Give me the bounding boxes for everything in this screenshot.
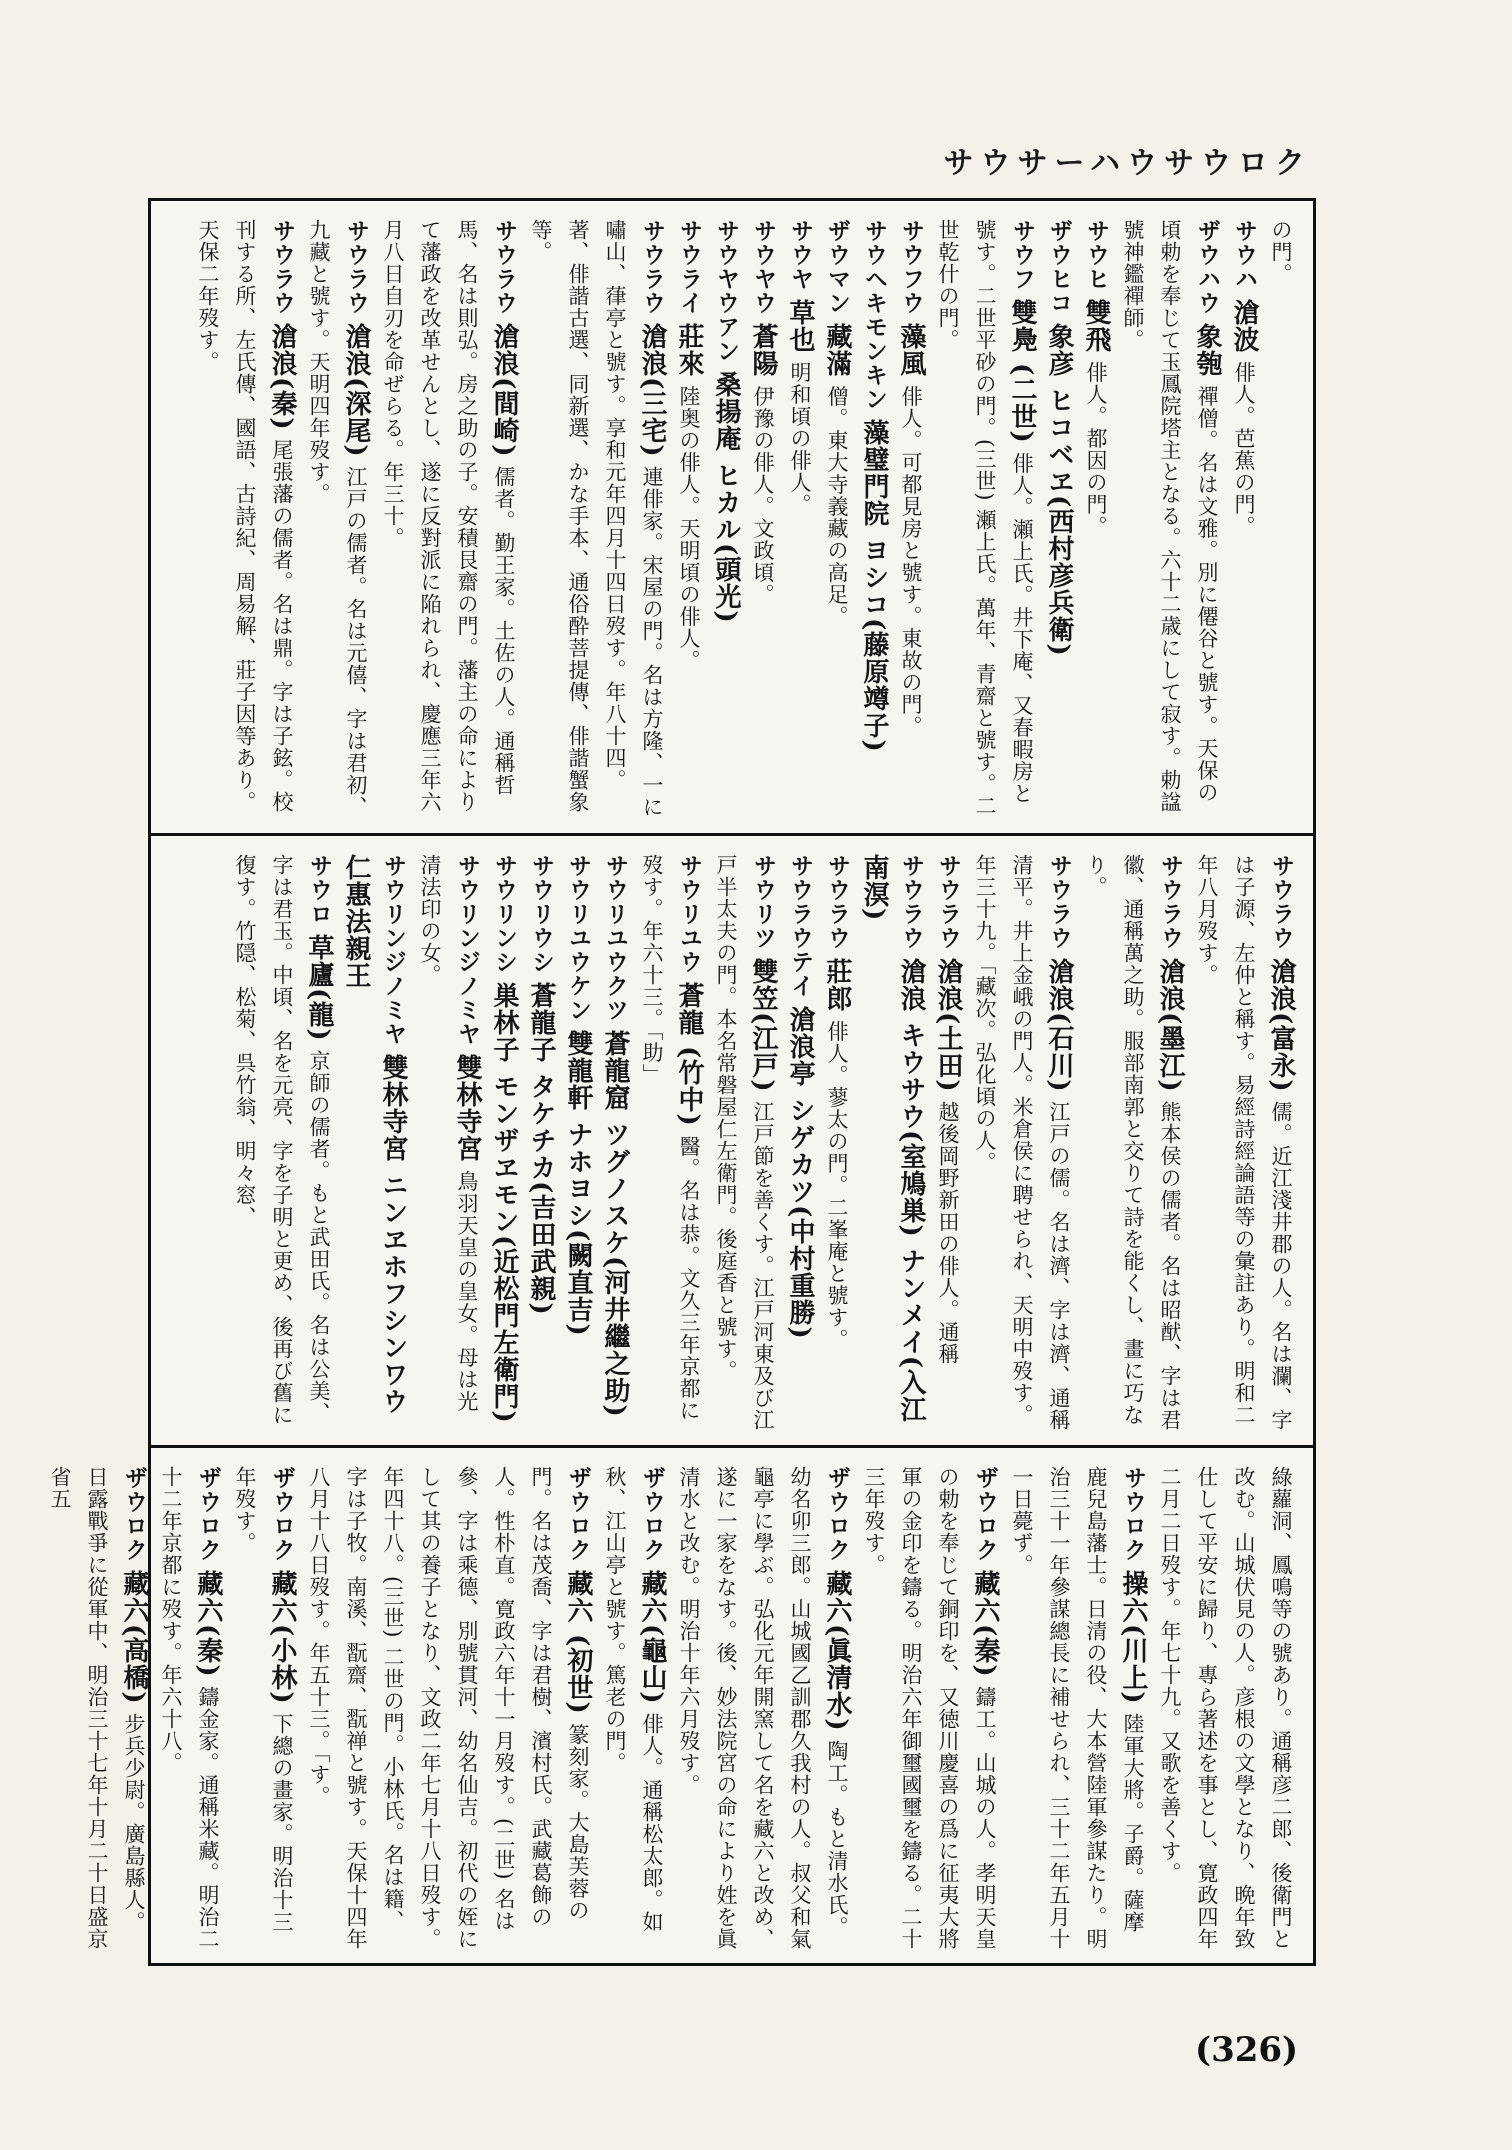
entry-desc: 陸奥の俳人。天明頃の俳人。 — [677, 385, 701, 672]
entry-desc: 江戸節を善くす。江戸河東及び江戸半太夫の門。本名常磐屋仁左衛門。後庭香と號す。 — [714, 854, 775, 1432]
entry-name: 操六(川上) — [1118, 1570, 1148, 1705]
tier-text — [48, 1466, 1299, 1951]
entry-kana: サウラウ — [1268, 854, 1294, 950]
entry-desc: 明和頃の俳人。 — [788, 361, 812, 516]
entry-desc: 俳人。蓼太の門。二峯庵と號す。 — [825, 1020, 849, 1351]
entry-desc: 下總の畫家。明治十三年歿す。 — [233, 1466, 294, 1934]
entry-desc: 熊本侯の儒者。名は昭猷、字は君徽、通稱萬之助。服部南郭と交りて詩を能くし、畫に巧なり。 — [1084, 854, 1182, 1432]
dictionary-entry — [1262, 219, 1299, 821]
entry-kana: サウラウ — [639, 219, 665, 315]
entry-name: 桑揚庵 ヒカル(頭光) — [711, 371, 741, 624]
dictionary-entry — [670, 1466, 855, 1951]
entry-name: 滄浪(墨江) — [1155, 958, 1185, 1093]
entry-kana: ザウロク — [121, 1466, 147, 1562]
entry-kana: サウラウ — [1046, 854, 1072, 950]
entry-kana: サウリンシ — [491, 854, 517, 974]
entry-kana: サウラウ — [1157, 854, 1183, 950]
dictionary-entry — [929, 219, 1040, 821]
page-number: (326) — [1195, 2030, 1299, 2070]
entry-kana: ザウロク — [639, 1466, 665, 1562]
entry-name: 滄浪(富永) — [1266, 958, 1296, 1093]
dictionary-frame — [48, 198, 1316, 1966]
entry-kana: ザウロク — [972, 1466, 998, 1562]
entry-name: 藏滿 — [822, 323, 852, 378]
entry-desc: 俳人。通稱松太郎。如秋、江山亭と號す。篤老の門。 — [603, 1466, 664, 1934]
dictionary-entry — [892, 219, 929, 821]
dictionary-entry — [1188, 854, 1299, 1433]
entry-kana: サウロク — [1120, 1466, 1146, 1562]
entry-name: 象匏 — [1192, 323, 1222, 378]
entry-kana: ザウヒコ — [1046, 219, 1072, 315]
dictionary-entry — [1151, 1466, 1299, 1951]
entry-kana: サウヘキモンキン — [861, 219, 887, 411]
entry-desc: 京師の儒者。もと武田氏。名は公美、字は君玉。中頃、名を元亮、字を子明と更め、後再び舊に復す。竹隠、松菊、呉竹翁、明々窓、 — [233, 854, 331, 1426]
entry-name: 巣林子 モンザヱモン(近松門左衛門) — [489, 982, 519, 1424]
dictionary-entry — [744, 219, 781, 821]
entry-desc: 越後岡野新田の俳人。通稱 — [936, 1101, 960, 1366]
entry-kana: サウロ — [306, 854, 332, 926]
entry-desc: 鑄工。山城の人。孝明天皇の勅を奉じて銅印を、又徳川慶喜の爲に征夷大將軍の金印を鑄る。明治六年御璽國璽を鑄る。二十三年歿す。 — [862, 1466, 997, 1951]
dictionary-entry — [559, 854, 596, 1433]
dictionary-entry — [411, 854, 485, 1433]
tier-bottom — [48, 1445, 1313, 1963]
entry-name: 滄浪(深尾) — [341, 323, 371, 458]
entry-kana: サウヒ — [1083, 219, 1109, 291]
entry-kana: ザウマン — [824, 219, 850, 315]
entry-kana: サウライ — [676, 219, 702, 315]
dictionary-entry — [707, 854, 781, 1433]
entry-kana: ザウロク — [565, 1466, 591, 1562]
entry-kana: ザウロク — [195, 1466, 221, 1562]
entry-kana: サウラウ — [491, 219, 517, 315]
dictionary-entry — [670, 219, 707, 821]
dictionary-entry — [522, 219, 670, 821]
entry-desc: 篆刻家。大島芙蓉の門。名は茂喬、字は君樹、濱村氏。武藏葛飾の人。性朴直。寛政六年十一月歿す。(二世) 名は參、字は乘德、別號貫河、幼名仙吉。初代の姪にして其の養子となり、文政二年七月十八日歿す。年四十八。(三世) 二世の門。小林氏。名は籍、字は子牧。南溪、翫齋、翫禅と號す。天保十四年八月十八日歿す。年五十三。「す。 — [307, 1466, 590, 1950]
entry-desc: 江戸の儒。名は濟、字は濟、通稱清平。井上金峨の門人。米倉侯に聘せられ、天明中歿す。年三十九。「藏次。弘化頃の人。 — [973, 854, 1071, 1432]
entry-kana: サウリツ — [750, 854, 776, 950]
entry-name: 雙鳧 (二世) — [1007, 299, 1037, 444]
entry-desc: 陸軍大將。子爵。薩摩鹿兒島藩士。日清の役、大本營陸軍參謀たり。明治三十一年參謀總長に補せられ、三十二年五月十一日薨ず。 — [1010, 1466, 1145, 1950]
dictionary-entry — [818, 854, 855, 1433]
entry-kana: サウラウ — [898, 854, 924, 950]
dictionary-entry — [152, 1466, 226, 1951]
entry-desc: 江戸の儒者。名は元僖、字は君初、九藏と號す。天明四年歿す。 — [307, 219, 368, 819]
dictionary-entry — [596, 854, 633, 1433]
dictionary-entry — [374, 219, 522, 821]
dictionary-entry — [522, 854, 559, 1433]
entry-kana: サウラウ — [824, 854, 850, 950]
entry-kana: サウリンジノミヤ — [454, 854, 480, 1046]
entry-name: 蒼龍 (竹中) — [674, 982, 704, 1127]
dictionary-entry — [1225, 219, 1262, 821]
entry-desc: 儒者。勤王家。土佐の人。通稱哲馬、名は則弘。房之助の子。安積艮齋の門。藩主の命によりて藩政を改革せんとし、遂に反對派に陥れられ、慶應三年六月八日自刃を命ぜらる。年三十。 — [381, 219, 516, 813]
tier-text — [165, 854, 1299, 1433]
entry-desc: 僧。東大寺義藏の高足。 — [825, 385, 849, 628]
entry-name: 雙林寺宮 ニンヱホフシンワウ 仁惠法親王 — [341, 854, 408, 1416]
entry-kana: サウラウ — [269, 219, 295, 315]
entry-name: 滄浪(土田) — [933, 958, 963, 1093]
entry-desc: 儒。近江淺井郡の人。名は瀾、字は子源、左仲と稱す。易經詩經論語等の彙註あり。明和二年八月歿す。 — [1195, 854, 1293, 1432]
dictionary-entry — [633, 854, 707, 1433]
entry-kana: サウヤウアン — [713, 219, 739, 363]
entry-name: 藏六(小林) — [267, 1570, 297, 1705]
dictionary-entry — [855, 219, 892, 821]
entry-name: 草也 — [785, 299, 815, 354]
entry-kana: ザウロク — [269, 1466, 295, 1562]
dictionary-entry — [226, 1466, 300, 1951]
dictionary-entry — [855, 1466, 1003, 1951]
entry-kana: サウラウ — [935, 854, 961, 950]
entry-desc: 伊豫の俳人。文政頃。 — [751, 385, 775, 606]
entry-kana: サウリンジノミヤ — [380, 854, 406, 1046]
entry-name: 雙龍軒 ナホヨシ(闕直吉) — [563, 1030, 593, 1337]
dictionary-entry — [300, 1466, 596, 1951]
entry-name: 滄浪(間崎) — [489, 323, 519, 458]
tier-text — [165, 219, 1299, 821]
tier-middle — [151, 833, 1313, 1445]
dictionary-entry — [707, 219, 744, 821]
entry-desc: 俳人。可都見房と號す。東故の門。 — [899, 385, 923, 738]
entry-name: 藏六(龜山) — [637, 1570, 667, 1705]
tier-top — [151, 201, 1313, 833]
entry-desc: 連俳家。宋屋の門。名は方隆、一に嘯山、葎亭と號す。享和元年四月十四日歿す。年八十四。著、俳諧古選、同新選、かな手本、通俗酔菩提傳、俳諧蟹象等。 — [529, 219, 664, 819]
dictionary-entry — [189, 219, 300, 821]
entry-desc: 俳人。芭蕉の門。 — [1232, 361, 1256, 538]
entry-desc: 綠蘿洞、鳳鳴等の號あり。通稱彦二郎、後衛門と改む。山城伏見の人。彦根の文學となり、晩年致仕して平安に歸り、專ら著述を事とし、寛政四年二月二日歿す。年七十九。又歌を善くす。 — [1158, 1466, 1293, 1950]
dictionary-entry — [818, 219, 855, 821]
entry-name: 滄浪(石川) — [1044, 958, 1074, 1093]
dictionary-entry — [781, 854, 818, 1433]
entry-name: 藻風 — [896, 323, 926, 378]
entry-kana: サウヤウ — [750, 219, 776, 315]
entry-desc: 步兵少尉。廣島縣人。日露戰爭に從軍中、明治三十七年十月二十日盛京省五 — [48, 1466, 146, 1950]
dictionary-entry — [929, 854, 966, 1433]
dictionary-entry — [1077, 854, 1188, 1433]
entry-desc: 尾張藩の儒者。名は鼎。字は子鉉。校刊する所、左氏傳、國語、古詩紀、周易解、莊子因等あり。天保二年歿す。 — [196, 219, 294, 814]
dictionary-entry — [337, 854, 411, 1433]
dictionary-entry — [966, 854, 1077, 1433]
entry-kana: ザウハウ — [1194, 219, 1220, 315]
dictionary-entry — [1040, 219, 1077, 821]
entry-name: 滄波 — [1229, 299, 1259, 354]
entry-name: 滄浪亭 シゲカツ(中村重勝) — [785, 1006, 815, 1340]
entry-kana: サウフウ — [898, 219, 924, 315]
entry-desc: 鳥羽天皇の皇女。母は光清法印の女。 — [418, 854, 479, 1413]
dictionary-entry — [855, 854, 929, 1433]
entry-name: 雙笠(江戸) — [748, 958, 778, 1093]
dictionary-entry — [596, 1466, 670, 1951]
dictionary-entry — [226, 854, 337, 1433]
dictionary-entry — [300, 219, 374, 821]
entry-desc: 鑄金家。通稱米藏。明治二十二年京都に歿す。年六十八。 — [159, 1466, 220, 1951]
entry-kana: サウヤ — [787, 219, 813, 291]
entry-name: 滄浪(秦) — [267, 323, 297, 431]
entry-kana: サウリウシ — [528, 854, 554, 974]
entry-name: 藏六(秦) — [970, 1570, 1000, 1678]
dictionary-entry — [1003, 1466, 1151, 1951]
dictionary-entry — [41, 1466, 152, 1951]
entry-kana: サウリユウケン — [565, 854, 591, 1022]
entry-desc: 醫。名は恭。文久三年京都に歿す。年六十三。「助」 — [640, 854, 701, 1422]
entry-kana: サウハ — [1231, 219, 1257, 291]
entry-name: 雙林寺宮 — [452, 1054, 482, 1163]
entry-desc: 俳人。都因の門。 — [1084, 361, 1108, 538]
entry-name: 藏六(高橋) — [119, 1570, 149, 1705]
dictionary-entry — [1077, 219, 1114, 821]
entry-name: 草廬(龍) — [304, 934, 334, 1042]
entry-desc: 陶工。もと清水氏。幼名卯三郎。山城國乙訓郡久我村の人。叔父和氣龜亭に學ぶ。弘化元年開窯して名を藏六と改め、遂に一家をなす。後、妙法院宮の命により姓を眞清水と改む。明治十年六月歿す。 — [677, 1466, 849, 1950]
entry-name: 藏六(秦) — [193, 1570, 223, 1678]
entry-name: 滄浪(三宅) — [637, 323, 667, 458]
entry-name: 滄浪 キウサウ(室鳩巣) ナンメイ(入江南溟) — [859, 854, 926, 1424]
entry-desc: 禪僧。名は文雅。別に僊谷と號す。天保の頃勅を奉じて玉鳳院塔主となる。六十二歳にして寂す。勅諡號神鑑禪師。 — [1121, 219, 1219, 813]
entry-kana: ザウロク — [824, 1466, 850, 1562]
entry-kana: サウラウ — [343, 219, 369, 315]
dictionary-entry — [781, 219, 818, 821]
dictionary-entry — [485, 854, 522, 1433]
entry-kana: サウリユウクツ — [602, 854, 628, 1022]
entry-kana: サウフ — [1009, 219, 1035, 291]
entry-name: 莊來 — [674, 323, 704, 378]
entry-name: 藏六 (初世) — [563, 1570, 593, 1715]
entry-desc: の門。 — [1269, 219, 1293, 285]
dictionary-entry — [1114, 219, 1225, 821]
page-header: サウサーハウサウロク — [943, 146, 1312, 181]
entry-desc: 俳人。瀬上氏。井下庵、又春暇房と號す。二世平砂の門。(三世) 瀬上氏。萬年、青齋と號す。二世乾什の門。 — [936, 219, 1034, 818]
entry-name: 藻璧門院 ヨシコ(藤原竴子) — [859, 419, 889, 753]
entry-name: 象彦 ヒコベヱ(西村彦兵衛) — [1044, 323, 1074, 657]
entry-name: 雙飛 — [1081, 299, 1111, 354]
entry-name: 莊郎 — [822, 958, 852, 1013]
entry-name: 蒼龍窟 ツグノスケ(河井繼之助) — [600, 1030, 630, 1418]
entry-name: 蒼陽 — [748, 323, 778, 378]
entry-name: 蒼龍子 タケチカ(吉田武親) — [526, 982, 556, 1316]
entry-kana: サウラウテイ — [787, 854, 813, 998]
entry-kana: サウリユウ — [676, 854, 702, 974]
entry-name: 藏六(眞清水) — [822, 1570, 852, 1732]
